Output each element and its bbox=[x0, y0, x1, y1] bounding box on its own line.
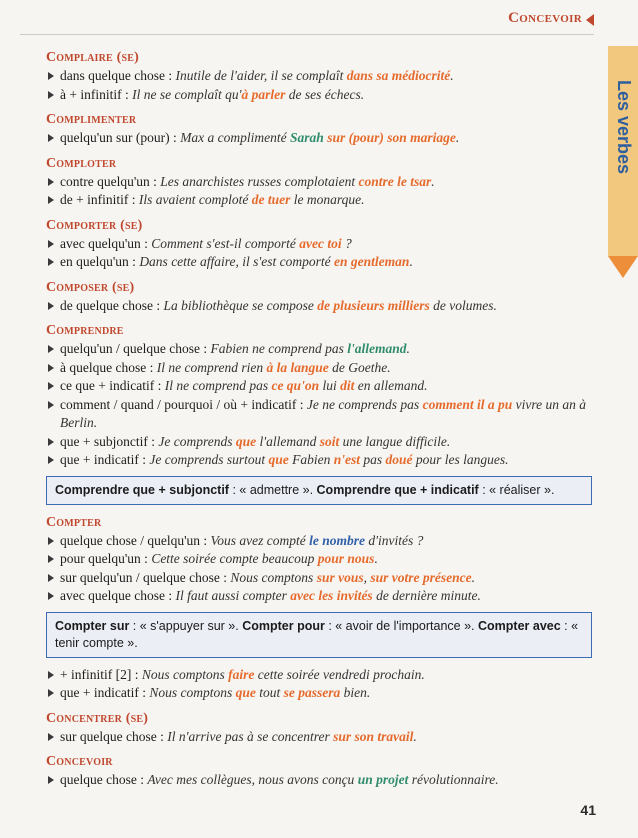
example-text: Max a complimenté bbox=[180, 130, 291, 145]
construction: quelqu'un / quelque chose bbox=[60, 341, 201, 356]
dictionary-entry bbox=[46, 666, 592, 703]
separator: : bbox=[219, 569, 231, 585]
example-sentence bbox=[230, 570, 475, 585]
construction-line bbox=[46, 129, 592, 148]
example-text: . bbox=[450, 68, 454, 83]
example-text: . bbox=[374, 551, 378, 566]
dictionary-entry bbox=[46, 513, 592, 606]
highlighted-word: ce qu'on bbox=[271, 378, 320, 393]
example-text: Il ne comprend rien bbox=[156, 359, 267, 375]
example-text: Cette soirée compte beaucoup bbox=[151, 551, 318, 566]
entry-headword: Comprendre bbox=[46, 323, 124, 338]
dictionary-entry bbox=[46, 154, 592, 210]
usage-note bbox=[46, 476, 592, 505]
construction: à + infinitif bbox=[60, 86, 122, 102]
construction-line bbox=[46, 433, 592, 452]
example-text: tout bbox=[255, 685, 284, 700]
highlighted-word: sur vous bbox=[316, 569, 364, 585]
highlighted-word: doué bbox=[385, 452, 413, 467]
separator: : bbox=[146, 359, 157, 375]
highlighted-word: avec toi bbox=[299, 235, 342, 251]
example-text: Il n'arrive pas à se concentrer bbox=[167, 728, 334, 744]
note-text: : « réaliser ». bbox=[478, 482, 555, 497]
construction: que + indicatif bbox=[60, 452, 139, 467]
entry-headword: Concentrer (se) bbox=[46, 710, 149, 726]
example-text: . bbox=[409, 254, 413, 269]
highlighted-word: l'allemand bbox=[347, 341, 407, 356]
example-text: La bibliothèque se compose bbox=[163, 297, 318, 313]
example-sentence bbox=[158, 434, 450, 449]
example-text: Nous comptons bbox=[149, 685, 236, 700]
construction: en quelqu'un bbox=[60, 254, 129, 269]
construction-line bbox=[46, 67, 592, 86]
construction: contre quelqu'un bbox=[60, 173, 150, 189]
construction-line bbox=[46, 728, 592, 747]
construction-line bbox=[46, 253, 592, 272]
example-text: Nous comptons bbox=[230, 569, 317, 585]
construction: sur quelque chose bbox=[60, 728, 157, 744]
construction-line bbox=[46, 396, 592, 433]
example-text: . bbox=[406, 341, 410, 356]
example-text: cette soirée vendredi prochain. bbox=[254, 666, 425, 682]
highlighted-word: à la langue bbox=[266, 359, 329, 375]
separator: : bbox=[164, 68, 176, 83]
example-text: Les anarchistes russes complotaient bbox=[160, 173, 359, 189]
highlighted-word: comment il a pu bbox=[422, 396, 513, 412]
example-text: ? bbox=[341, 235, 352, 251]
construction: + infinitif bbox=[60, 666, 113, 682]
example-sentence bbox=[167, 729, 417, 744]
separator: : bbox=[156, 728, 168, 744]
example-sentence bbox=[165, 378, 428, 393]
example-sentence bbox=[175, 588, 480, 603]
example-sentence bbox=[142, 667, 425, 682]
example-sentence bbox=[147, 772, 498, 787]
example-text: . bbox=[471, 569, 475, 585]
note-keyword: Compter avec bbox=[478, 618, 561, 633]
highlighted-word: contre le tsar bbox=[358, 173, 432, 189]
example-text: Je comprends surtout bbox=[149, 452, 269, 467]
header-rule bbox=[20, 34, 594, 35]
separator: : bbox=[296, 396, 307, 412]
example-text: . bbox=[455, 130, 460, 145]
example-text: en allemand. bbox=[354, 378, 428, 393]
example-sentence bbox=[163, 298, 496, 313]
construction: avec quelqu'un bbox=[60, 235, 141, 251]
dictionary-entries bbox=[46, 48, 592, 796]
construction-line bbox=[46, 587, 592, 606]
dictionary-entry bbox=[46, 709, 592, 747]
dictionary-entry bbox=[46, 278, 592, 316]
construction-line bbox=[46, 550, 592, 569]
highlighted-word: se passera bbox=[283, 685, 341, 700]
example-text: . bbox=[431, 173, 435, 189]
usage-note bbox=[46, 612, 592, 658]
example-sentence bbox=[151, 551, 378, 566]
highlighted-word: que bbox=[235, 685, 256, 700]
separator: : bbox=[149, 173, 161, 189]
example-text: pour les langues. bbox=[412, 452, 509, 467]
separator: : bbox=[121, 86, 133, 102]
construction: que + subjonctif bbox=[60, 433, 148, 449]
separator: : bbox=[140, 235, 152, 251]
example-text: une langue difficile. bbox=[339, 433, 451, 449]
example-text: bien. bbox=[340, 685, 371, 700]
construction-line bbox=[46, 532, 592, 551]
highlighted-word: de tuer bbox=[251, 192, 291, 207]
example-text: Ils avaient comploté bbox=[138, 192, 252, 207]
separator: : bbox=[200, 532, 211, 548]
example-text: Je comprends bbox=[158, 433, 236, 449]
separator: : bbox=[140, 551, 152, 566]
entry-headword: Composer (se) bbox=[46, 279, 135, 295]
example-text: lui bbox=[319, 378, 341, 393]
construction: dans quelque chose bbox=[60, 68, 165, 83]
example-sentence bbox=[160, 174, 434, 189]
construction-line bbox=[46, 359, 592, 378]
construction-line bbox=[46, 191, 592, 210]
highlighted-word: de plusieurs milliers bbox=[317, 297, 430, 313]
highlighted-word: le nombre bbox=[309, 532, 366, 548]
construction: quelqu'un sur (pour) bbox=[60, 130, 170, 145]
example-sentence bbox=[149, 452, 508, 467]
example-sentence bbox=[149, 685, 370, 700]
separator: : bbox=[147, 433, 159, 449]
highlighted-word: dans sa médiocrité bbox=[346, 68, 451, 83]
entry-headword: Complaire (se) bbox=[46, 50, 139, 65]
highlighted-word: pour nous bbox=[317, 551, 375, 566]
construction-line bbox=[46, 235, 592, 254]
separator: : bbox=[164, 588, 176, 603]
highlighted-word: sur (pour) son mariage bbox=[327, 130, 456, 145]
example-sentence bbox=[139, 254, 413, 269]
construction-line bbox=[46, 340, 592, 359]
note-keyword: Compter sur bbox=[55, 618, 130, 633]
highlighted-word: faire bbox=[228, 666, 255, 682]
example-text: le monarque. bbox=[290, 192, 365, 207]
highlighted-word: n'est bbox=[333, 452, 360, 467]
construction: comment / quand / pourquoi / où + indicatif bbox=[60, 396, 297, 412]
note-text: : « tenir compte ». bbox=[55, 618, 579, 650]
page-number: 41 bbox=[580, 802, 596, 818]
example-text: Je ne comprends pas bbox=[306, 396, 423, 412]
separator: : bbox=[169, 130, 181, 145]
separator: : bbox=[136, 772, 148, 787]
example-text: Fabien bbox=[288, 452, 334, 467]
separator: : bbox=[128, 254, 140, 269]
example-text: Il ne comprend pas bbox=[164, 378, 272, 393]
example-sentence bbox=[211, 533, 424, 548]
construction: avec quelque chose bbox=[60, 588, 165, 603]
example-sentence bbox=[157, 360, 391, 375]
example-text: Vous avez compté bbox=[210, 532, 310, 548]
dictionary-entry bbox=[46, 48, 592, 104]
example-text: Fabien ne comprend pas bbox=[210, 341, 348, 356]
construction: ce que + indicatif bbox=[60, 378, 155, 393]
example-sentence bbox=[211, 341, 410, 356]
example-text: de volumes. bbox=[429, 297, 497, 313]
construction: quelque chose / quelqu'un bbox=[60, 532, 201, 548]
dictionary-entry bbox=[46, 321, 592, 470]
example-text: . bbox=[413, 728, 417, 744]
separator: : bbox=[138, 685, 150, 700]
example-text: Dans cette affaire, il s'est comporté bbox=[139, 254, 335, 269]
dictionary-entry bbox=[46, 216, 592, 272]
construction-line bbox=[46, 569, 592, 588]
example-sentence bbox=[132, 87, 364, 102]
construction: sur quelqu'un / quelque chose bbox=[60, 569, 220, 585]
entry-headword: Complimenter bbox=[46, 112, 137, 127]
entry-headword: Comploter bbox=[46, 155, 117, 171]
header-title: Concevoir bbox=[508, 10, 582, 26]
example-text: de dernière minute. bbox=[372, 588, 481, 603]
side-tab-label: Les verbes bbox=[614, 80, 634, 175]
highlighted-word: sur son travail bbox=[333, 728, 414, 744]
construction-line bbox=[46, 173, 592, 192]
separator: : bbox=[154, 378, 165, 393]
construction-line bbox=[46, 86, 592, 105]
construction-line bbox=[46, 684, 592, 703]
separator: [2] : bbox=[112, 666, 142, 682]
highlighted-word: soit bbox=[319, 433, 340, 449]
example-text: d'invités ? bbox=[365, 532, 424, 548]
highlighted-word: dit bbox=[340, 378, 355, 393]
highlighted-word: que bbox=[268, 452, 289, 467]
example-text: Nous comptons bbox=[141, 666, 229, 682]
separator: : bbox=[138, 452, 150, 467]
example-text: révolutionnaire. bbox=[408, 772, 499, 787]
note-keyword: Compter pour bbox=[242, 618, 325, 633]
highlighted-word: en gentleman bbox=[334, 254, 410, 269]
construction-line bbox=[46, 451, 592, 470]
example-text: l'allemand bbox=[256, 433, 320, 449]
example-sentence bbox=[175, 68, 453, 83]
construction: de quelque chose bbox=[60, 297, 153, 313]
highlighted-word: à parler bbox=[241, 86, 286, 102]
separator: : bbox=[128, 192, 139, 207]
highlighted-word: sur votre présence bbox=[370, 569, 472, 585]
running-header bbox=[0, 6, 594, 30]
note-text: : « admettre ». bbox=[228, 482, 317, 497]
example-text: vivre un an à Berlin. bbox=[60, 396, 586, 430]
example-text: Avec mes collègues, nous avons conçu bbox=[147, 772, 358, 787]
example-text: Il faut aussi compter bbox=[175, 588, 291, 603]
dictionary-entry bbox=[46, 110, 592, 148]
example-text: Comment s'est-il comporté bbox=[151, 235, 300, 251]
construction: de + infinitif bbox=[60, 192, 129, 207]
construction-line bbox=[46, 666, 592, 685]
note-keyword: Comprendre que + subjonctif bbox=[55, 482, 229, 497]
example-text: , bbox=[363, 569, 371, 585]
dictionary-entry bbox=[46, 752, 592, 790]
highlighted-word: que bbox=[235, 433, 257, 449]
example-text: pas bbox=[359, 452, 386, 467]
note-text: : « s'appuyer sur ». bbox=[129, 618, 243, 633]
entry-headword: Comporter (se) bbox=[46, 217, 143, 233]
example-sentence bbox=[151, 236, 351, 251]
separator: : bbox=[200, 341, 211, 356]
separator: : bbox=[152, 297, 164, 313]
highlighted-word: Sarah bbox=[290, 130, 324, 145]
example-sentence bbox=[180, 130, 459, 145]
example-text: Inutile de l'aider, il se complaît bbox=[175, 68, 347, 83]
highlighted-word: un projet bbox=[357, 772, 409, 787]
example-sentence bbox=[139, 192, 365, 207]
entry-headword: Concevoir bbox=[46, 754, 113, 769]
construction: à quelque chose bbox=[60, 359, 147, 375]
note-keyword: Comprendre que + indicatif bbox=[316, 482, 479, 497]
highlighted-word: avec les invités bbox=[290, 588, 373, 603]
entry-headword: Compter bbox=[46, 514, 102, 530]
example-text: de ses échecs. bbox=[285, 86, 365, 102]
construction: que + indicatif bbox=[60, 685, 139, 700]
construction-line bbox=[46, 297, 592, 316]
construction-line bbox=[46, 377, 592, 396]
header-arrow-icon bbox=[586, 14, 594, 26]
note-text: : « avoir de l'importance ». bbox=[324, 618, 478, 633]
side-tab-triangle-icon bbox=[608, 256, 638, 278]
construction: pour quelqu'un bbox=[60, 551, 141, 566]
construction-line bbox=[46, 771, 592, 790]
example-text: Il ne se complaît qu' bbox=[132, 86, 242, 102]
example-text: de Goethe. bbox=[328, 359, 391, 375]
construction: quelque chose bbox=[60, 772, 137, 787]
